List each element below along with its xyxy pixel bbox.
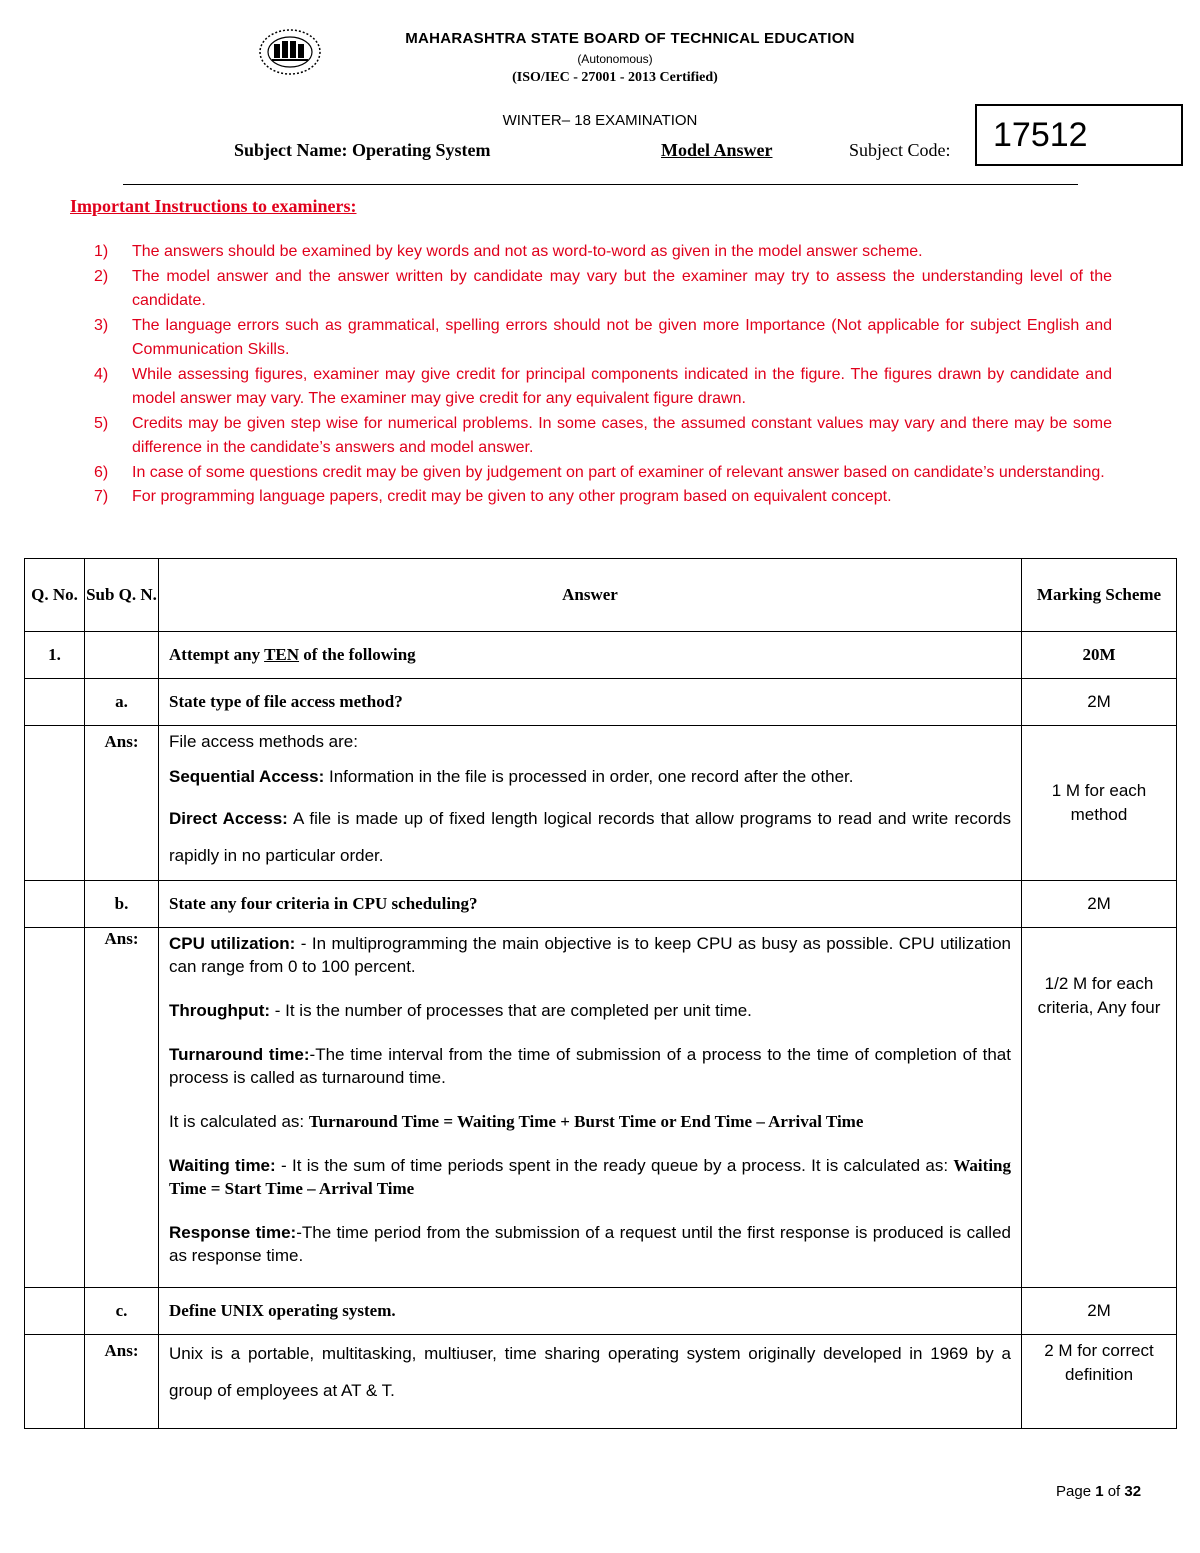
answer-table (24, 558, 1177, 1429)
instruction-item: 1) The answers should be examined by key words and not as word-to-word as given in the model answer scheme. (94, 243, 923, 260)
answer-text: CPU utilization: - In multiprogramming the main objective is to keep CPU as busy as possible. CPU utilization can range from 0 to 100 percent. Throughput: - It is the number of processes that are completed per unit time. Turnaround time:-The time interval from the time of submission of a process to the time of completion of that process is called as turnaround time. It is calculated as: Turnaround Time = Waiting Time + Burst Time or End Time – Arrival Time Waiting time: - It is the sum of time periods spent in the ready queue by a process. It is calculated as: Waiting Time = Start Time – Arrival Time Response time:-The time period from the submission of a request until the first response is produced is called as response time. (159, 928, 1022, 1288)
subquestion-number: c. (85, 1288, 159, 1335)
subject-code-box: 17512 (975, 104, 1183, 166)
question-text: Define UNIX operating system. (159, 1288, 1022, 1335)
answer-label: Ans: (85, 928, 159, 1288)
table-row (25, 1335, 1177, 1429)
question-marks: 20M (1022, 632, 1177, 679)
table-row (25, 1288, 1177, 1335)
marking-scheme: 1/2 M for each criteria, Any four (1022, 928, 1177, 1288)
board-name: MAHARASHTRA STATE BOARD OF TECHNICAL EDUCATION (405, 30, 855, 47)
table-row (25, 632, 1177, 679)
table-row (25, 726, 1177, 881)
page-number: Page 1 of 32 (1056, 1483, 1142, 1500)
instruction-item: 3) The language errors such as grammatical, spelling errors should not be given more Importance (Not applicable for subject English and Communication Skills. (94, 316, 1112, 358)
subquestion-number: b. (85, 881, 159, 928)
instructions-list (94, 240, 1112, 510)
answer-label: Ans: (85, 1335, 159, 1429)
model-answer-label: Model Answer (661, 140, 773, 160)
header-answer: Answer (159, 559, 1022, 632)
subquestion-number: a. (85, 679, 159, 726)
marking-scheme: 2 M for correct definition (1022, 1335, 1177, 1429)
question-marks: 2M (1022, 679, 1177, 726)
subject-code-label: Subject Code: (849, 140, 951, 160)
exam-title: WINTER– 18 EXAMINATION (502, 112, 698, 129)
question-marks: 2M (1022, 1288, 1177, 1335)
question-text: State type of file access method? (159, 679, 1022, 726)
subject-name: Subject Name: Operating System (234, 140, 491, 160)
header-qno: Q. No. (25, 559, 85, 632)
answer-label: Ans: (85, 726, 159, 881)
instruction-item: 6) In case of some questions credit may be given by judgement on part of examiner of relevant answer based on candidate’s understanding. (94, 463, 1105, 481)
header-marking: Marking Scheme (1022, 559, 1177, 632)
question-text: Attempt any TEN of the following (159, 632, 1022, 679)
table-header-row (25, 559, 1177, 632)
instruction-item: 5) Credits may be given step wise for numerical problems. In some cases, the assumed constant values may vary and there may be some difference in the candidate’s answers and model answer. (94, 414, 1112, 456)
marking-scheme: 1 M for each method (1022, 726, 1177, 881)
instructions-title: Important Instructions to examiners: (70, 196, 357, 216)
answer-text: File access methods are: Sequential Access: Information in the file is processed in order, one record after the other. Direct Access: A file is made up of fixed length logical records that allow programs to read and write records rapidly in no particular order. (159, 726, 1022, 881)
question-text: State any four criteria in CPU scheduling? (159, 881, 1022, 928)
table-row (25, 881, 1177, 928)
instruction-item: 2) The model answer and the answer written by candidate may vary but the examiner may try to assess the understanding level of the candidate. (94, 267, 1112, 309)
table-row (25, 928, 1177, 1288)
iso-certification: (ISO/IEC - 27001 - 2013 Certified) (512, 70, 718, 85)
table-row (25, 679, 1177, 726)
instruction-item: 4) While assessing figures, examiner may give credit for principal components indicated in the figure. The figures drawn by candidate and model answer may vary. The examiner may give credit for any equivalent figure drawn. (94, 365, 1112, 407)
question-number: 1. (25, 632, 85, 679)
answer-text: Unix is a portable, multitasking, multiuser, time sharing operating system originally developed in 1969 by a group of employees at AT & T. (159, 1335, 1022, 1429)
header-divider (123, 184, 1078, 185)
question-marks: 2M (1022, 881, 1177, 928)
autonomous-label: (Autonomous) (577, 52, 653, 66)
header-subqn: Sub Q. N. (85, 559, 159, 632)
instruction-item: 7) For programming language papers, credit may be given to any other program based on equivalent concept. (94, 488, 892, 505)
